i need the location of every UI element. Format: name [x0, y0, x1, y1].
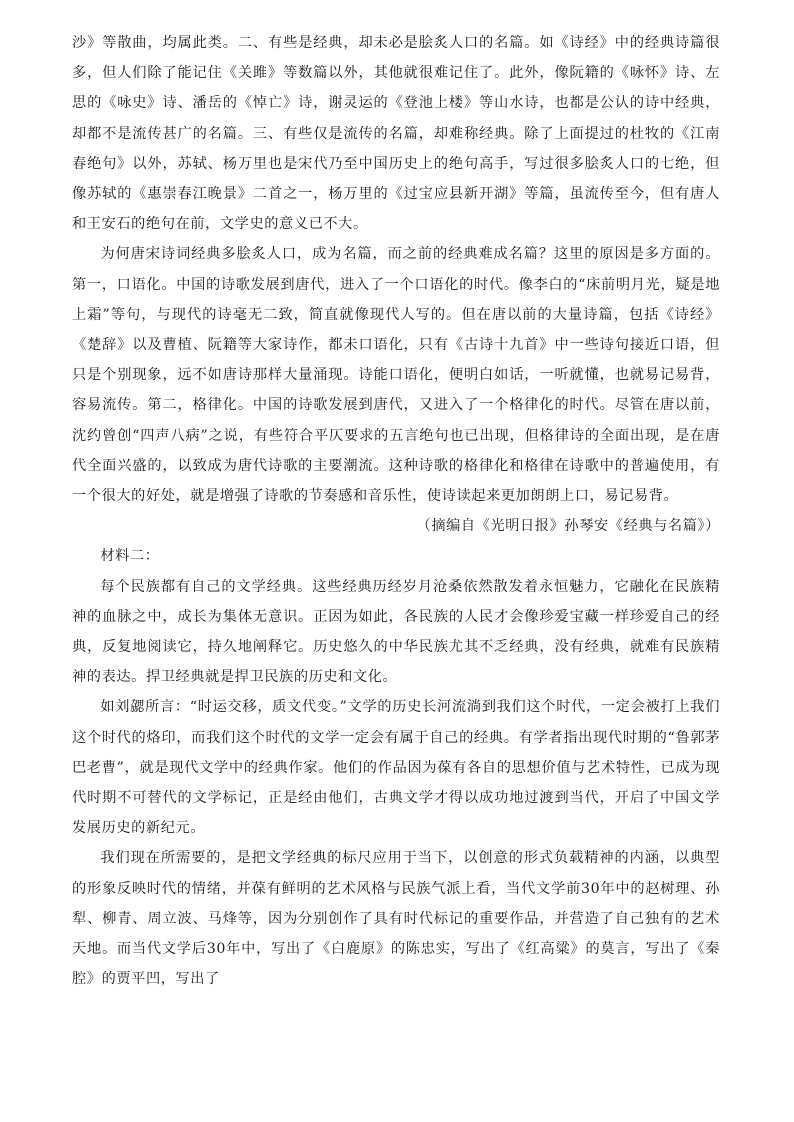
material-paragraph-3: 我们现在所需要的，是把文学经典的标尺应用于当下，以创意的形式负载精神的内涵，以典型的形象反映时代的情绪，并葆有鲜明的艺术风格与民族气派上看，当代文学前30年中的赵树理、孙犁、柳青、周立波、马烽等，因为分别创作了具有时代标记的重要作品，并营造了自己独有的艺术天地。而当代文学后30年中，写出了《白鹿原》的陈忠实，写出了《红高粱》的莫言，写出了《秦腔》的贾平凹，写出了	[72, 850, 720, 988]
material-paragraph-1: 每个民族都有自己的文学经典。这些经典历经岁月沧桑依然散发着永恒魅力，它融化在民族精神的血脉之中，成长为集体无意识。正因为如此，各民族的人民才会像珍爱宝藏一样珍爱自己的经典，反复地阅读它，持久地阐释它。历史悠久的中华民族尤其不乏经典，没有经典，就难有民族精神的表达。捍卫经典就是捍卫民族的历史和文化。	[72, 578, 720, 686]
document-page	[72, 28, 720, 995]
source-citation: （摘编自《光明日报》孙琴安《经典与名篇》）	[416, 518, 720, 535]
paragraph-continued: 沙》等散曲，均属此类。二、有些是经典，却未必是脍炙人口的名篇。如《诗经》中的经典诗篇很多，但人们除了能记住《关雎》等数篇以外，其他就很难记住了。此外，像阮籍的《咏怀》诗、左思的《咏史》诗、潘岳的《悼亡》诗，谢灵运的《登池上楼》等山水诗，也都是公认的诗中经典，却都不是流传甚广的名篇。三、有些仅是流传的名篇，却难称经典。除了上面提过的杜牧的《江南春绝句》以外，苏轼、杨万里也是宋代乃至中国历史上的绝句高手，写过很多脍炙人口的七绝，但像苏轼的《惠崇春江晚景》二首之一，杨万里的《过宝应县新开湖》等篇，虽流传至今，但有唐人和王安石的绝句在前，文学史的意义已不大。	[72, 35, 720, 233]
material-two-label: 材料二：	[100, 548, 160, 565]
paragraph-reasons: 为何唐宋诗词经典多脍炙人口，成为名篇，而之前的经典难成名篇？这里的原因是多方面的。第一，口语化。中国的诗歌发展到唐代，进入了一个口语化的时代。像李白的“床前明月光，疑是地上霜”等句，与现代的诗毫无二致，简直就像现代人写的。但在唐以前的大量诗篇，包括《诗经》《楚辞》以及曹植、阮籍等大家诗作，都未口语化，只有《古诗十九首》中一些诗句接近口语，但只是个别现象，远不如唐诗那样大量涌现。诗能口语化，便明白如话，一听就懂，也就易记易背，容易流传。第二，格律化。中国的诗歌发展到唐代，又进入了一个格律化的时代。尽管在唐以前，沈约曾创“四声八病”之说，有些符合平仄要求的五言绝句也已出现，但格律诗的全面出现，是在唐代全面兴盛的，以致成为唐代诗歌的主要潮流。这种诗歌的格律化和格律在诗歌中的普遍使用，有一个很大的好处，就是增强了诗歌的节奏感和音乐性，使诗读起来更加朗朗上口，易记易背。	[72, 246, 720, 505]
material-paragraph-2: 如刘勰所言：“时运交移，质文代变。”文学的历史长河流淌到我们这个时代，一定会被打上我们这个时代的烙印，而我们这个时代的文学一定会有属于自己的经典。有学者指出现代时期的“鲁郭茅巴老曹”，就是现代文学中的经典作家。他们的作品因为葆有各自的思想价值与艺术特性，已成为现代时期不可替代的文学标记，正是经由他们，古典文学才得以成功地过渡到当代，开启了中国文学发展历史的新纪元。	[72, 699, 720, 837]
